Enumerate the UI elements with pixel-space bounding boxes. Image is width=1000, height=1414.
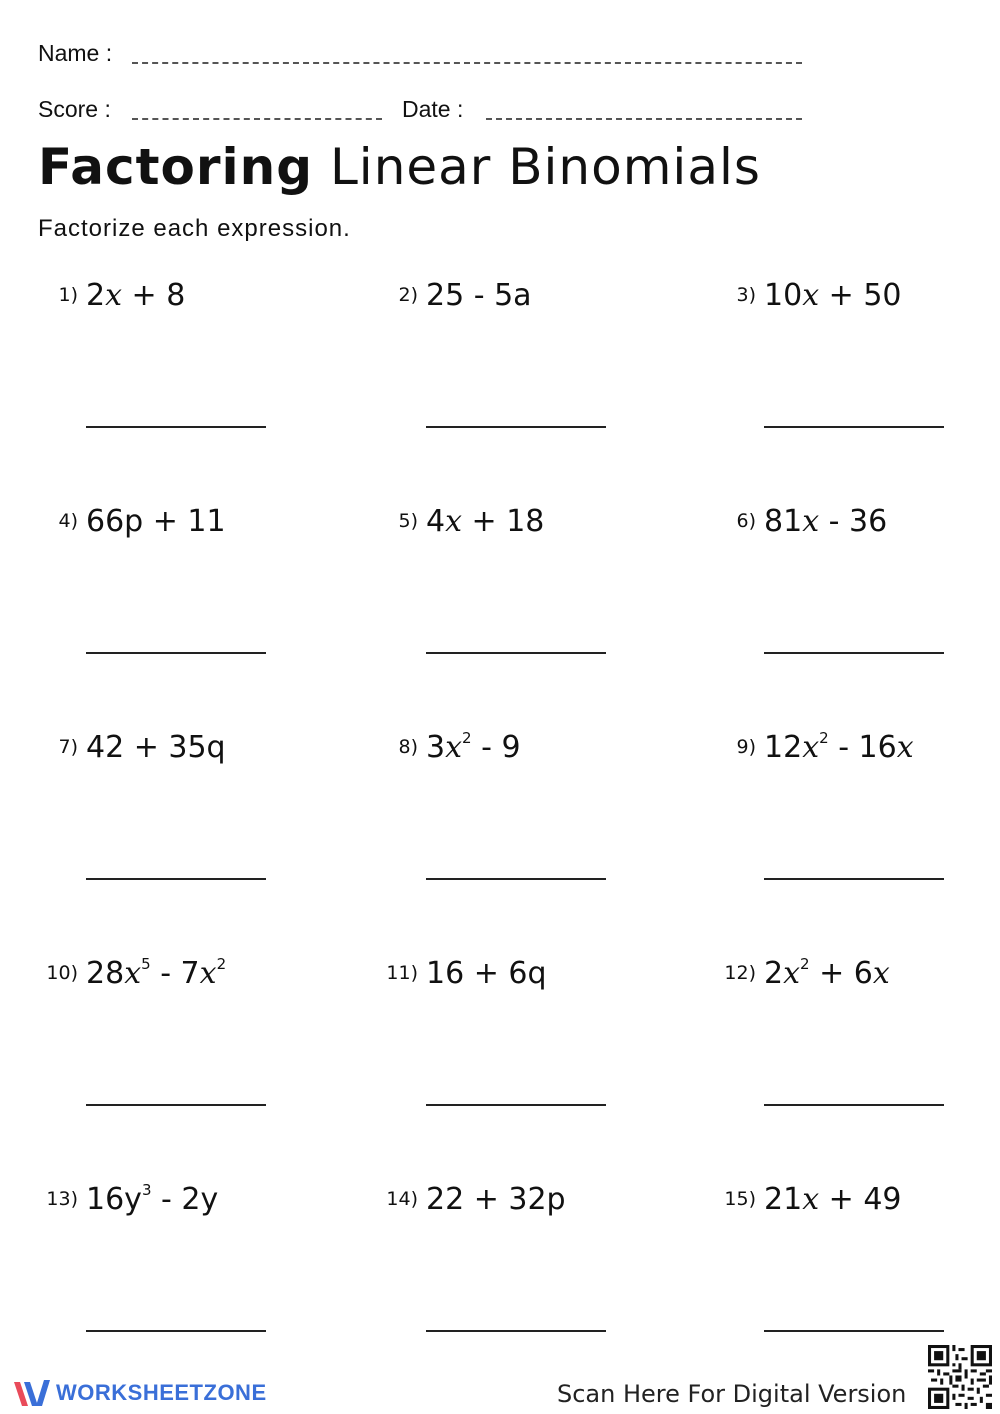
answer-line[interactable] [764,1104,944,1106]
page-title [38,138,761,196]
scan-instruction: Scan Here For Digital Version [557,1380,907,1408]
variable-x: x [802,730,820,765]
title-light: Linear Binomials [329,138,761,196]
problem-expression [764,504,887,539]
expression-part: 4 [426,504,446,539]
problem-expression [764,1182,902,1217]
expression-part: - 9 [471,730,521,765]
variable-x: x [445,730,463,765]
expression-part: 21 [764,1182,803,1217]
problem-item [378,278,678,478]
expression-part: + 49 [819,1182,902,1217]
expression-part: 16 + 6q [426,956,547,991]
problem-expression [86,956,226,991]
variable-x: x [105,278,123,313]
exponent: 2 [819,729,829,747]
logo-w-icon [12,1376,52,1410]
name-field[interactable] [132,62,802,64]
expression-part: 42 + 35q [86,730,226,765]
problem-expression [426,730,521,765]
problem-number: 13) [46,1188,78,1210]
expression-part: - 16 [828,730,897,765]
exponent: 2 [800,955,810,973]
problem-item [378,956,678,1156]
expression-part: 28 [86,956,125,991]
problem-item [378,504,678,704]
problem-number: 3) [736,284,756,306]
variable-x: x [445,504,463,539]
expression-part: - 2y [151,1182,219,1217]
problem-number: 15) [724,1188,756,1210]
expression-part: 2 [86,278,106,313]
date-field[interactable] [486,118,802,120]
exponent: 2 [216,955,227,973]
answer-line[interactable] [86,426,266,428]
problem-number: 6) [736,510,756,532]
answer-line[interactable] [86,1104,266,1106]
answer-line[interactable] [86,1330,266,1332]
expression-part: + 6 [809,956,873,991]
score-field[interactable] [132,118,382,120]
variable-x: x [124,956,142,991]
answer-line[interactable] [86,652,266,654]
qr-code-icon[interactable] [928,1345,992,1409]
answer-line[interactable] [426,426,606,428]
variable-x: x [872,956,890,991]
expression-part: 3 [426,730,446,765]
problem-number: 1) [58,284,78,306]
expression-part: + 8 [122,278,186,313]
expression-part: 81 [764,504,803,539]
problem-item [38,1182,338,1382]
problem-expression [86,504,226,539]
problem-item [716,730,1000,930]
problem-number: 10) [46,962,78,984]
variable-x: x [783,956,801,991]
variable-x: x [199,956,217,991]
problem-expression [86,730,226,765]
problem-number: 4) [58,510,78,532]
answer-line[interactable] [426,878,606,880]
problem-item [378,1182,678,1382]
expression-part: + 18 [462,504,545,539]
problem-expression [86,278,185,313]
instruction-text: Factorize each expression. [38,215,351,242]
problem-number: 5) [398,510,418,532]
problem-number: 7) [58,736,78,758]
exponent: 3 [141,1181,152,1199]
expression-part: 66p + 11 [86,504,226,539]
problem-item [716,278,1000,478]
answer-line[interactable] [764,426,944,428]
brand-name: WORKSHEETZONE [56,1380,267,1405]
problem-item [38,956,338,1156]
answer-line[interactable] [86,878,266,880]
answer-line[interactable] [764,652,944,654]
problem-expression [426,278,532,313]
expression-part: - 7 [150,956,200,991]
problem-item [38,278,338,478]
variable-x: x [802,504,820,539]
answer-line[interactable] [426,652,606,654]
problem-expression [86,1182,218,1217]
problem-number: 14) [386,1188,418,1210]
problem-expression [426,1182,566,1217]
problem-number: 2) [398,284,418,306]
worksheetzone-logo [12,1376,267,1410]
expression-part: - 36 [819,504,888,539]
problem-item [378,730,678,930]
exponent: 5 [141,955,151,973]
problem-expression [764,278,902,313]
problem-expression [764,730,914,765]
expression-part: + 50 [819,278,902,313]
problem-number: 11) [386,962,418,984]
problem-expression [426,956,547,991]
problem-number: 9) [736,736,756,758]
expression-part: 10 [764,278,803,313]
variable-x: x [802,1182,820,1217]
title-bold: Factoring [38,138,314,196]
date-label: Date : [402,96,464,122]
exponent: 2 [462,729,472,747]
problem-expression [764,956,890,991]
problem-number: 12) [724,962,756,984]
problem-item [716,956,1000,1156]
variable-x: x [896,730,914,765]
name-label: Name : [38,40,113,66]
expression-part: 16y [86,1182,142,1217]
problem-item [38,730,338,930]
expression-part: 2 [764,956,784,991]
expression-part: 25 - 5a [426,278,532,313]
problem-number: 8) [398,736,418,758]
score-label: Score : [38,96,111,122]
expression-part: 12 [764,730,803,765]
variable-x: x [802,278,820,313]
problem-item [38,504,338,704]
problem-item [716,504,1000,704]
answer-line[interactable] [426,1104,606,1106]
answer-line[interactable] [764,1330,944,1332]
answer-line[interactable] [764,878,944,880]
problem-expression [426,504,544,539]
expression-part: 22 + 32p [426,1182,566,1217]
answer-line[interactable] [426,1330,606,1332]
